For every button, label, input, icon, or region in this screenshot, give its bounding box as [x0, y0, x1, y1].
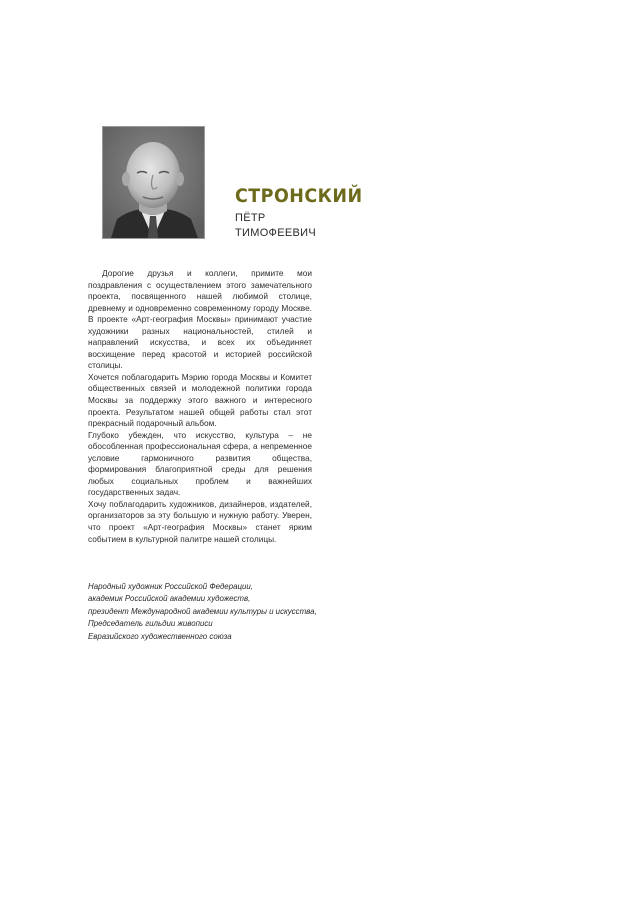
author-first-name: ПЁТР: [235, 212, 266, 224]
author-portrait: [102, 126, 205, 239]
title-line: президент Международной академии культуры и искусства,: [88, 606, 317, 616]
author-surname: СТРОНСКИЙ: [235, 185, 363, 207]
letter-paragraph: Хочется поблагодарить Мэрию города Москвы и Комитет общественных связей и молодежной политики города Москвы за поддержку этого важного и интересного проекта. Результатом нашей общей работы стал этот прекрасный подарочный альбом.: [88, 371, 312, 429]
portrait-photo: [103, 127, 204, 238]
letter-paragraph: Дорогие друзья и коллеги, примите мои поздравления с осуществлением этого замечательного проекта, посвященного нашей любимой столице, древнему и одновременно современному городу Москве. В проекте «Арт-география Москвы» принимают участие художники разных национальностей, стилей и направлений искусства, и всех их объединяет восхищение перед красотой и историей российской столицы.: [88, 268, 312, 371]
title-line: Председатель гильдии живописи: [88, 619, 213, 629]
author-titles: [88, 581, 328, 643]
title-line: академик Российской академии художеств,: [88, 594, 251, 604]
author-patronymic: ТИМОФЕЕВИЧ: [235, 227, 316, 239]
letter-paragraph: Хочу поблагодарить художников, дизайнеров, издателей, организаторов за эту большую и нужную работу. Уверен, что проект «Арт-география Москвы» станет ярким событием в культурной палитре нашей столицы.: [88, 498, 312, 544]
letter-paragraph: Глубоко убежден, что искусство, культура – не обособленная профессиональная сфера, а непременное условие гармоничного развития общества, формирования благоприятной среды для решения любых социальных проблем и важнейших государственных задач.: [88, 429, 312, 498]
title-line: Народный художник Российской Федерации,: [88, 582, 253, 591]
author-given-names: [235, 211, 316, 241]
greeting-letter: [88, 268, 312, 545]
title-line: Евразийского художественного союза: [88, 631, 232, 641]
